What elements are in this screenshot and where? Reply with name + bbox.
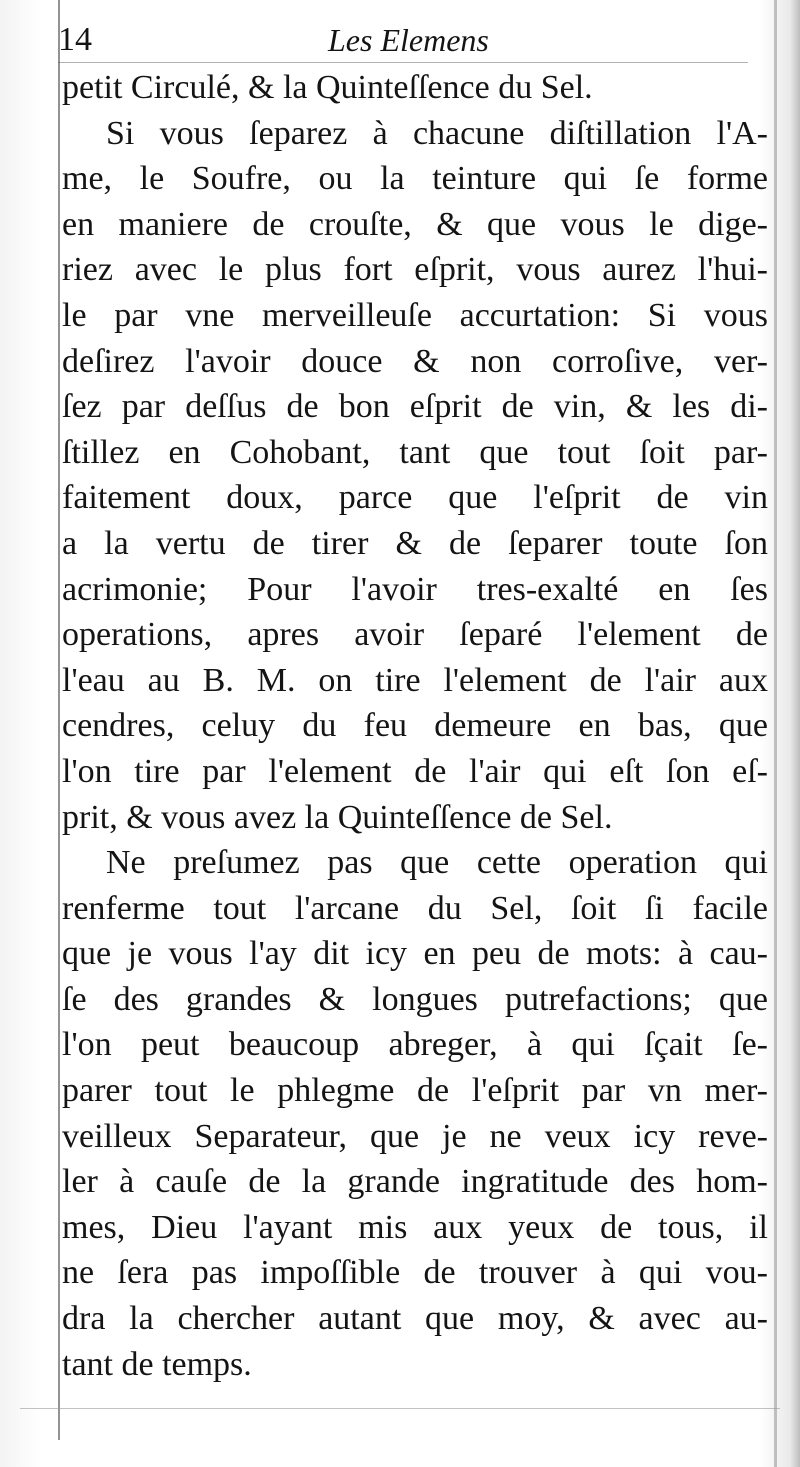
- text-line: a la vertu de tirer & de ſeparer toute ſon: [62, 524, 768, 562]
- text-line: prit, & vous avez la Quinteſſence de Sel.: [62, 798, 613, 836]
- text-line: l'on tire par l'element de l'air qui eſt ſon eſ-: [62, 752, 768, 790]
- page-edge: [774, 0, 777, 1467]
- text-line: me, le Soufre, ou la teinture qui ſe forme: [62, 160, 768, 198]
- text-line: ſez par deſſus de bon eſprit de vin, & les di-: [62, 388, 768, 426]
- text-line: mes, Dieu l'ayant mis aux yeux de tous, il: [62, 1208, 768, 1246]
- text-line: ſtillez en Cohobant, tant que tout ſoit par-: [62, 433, 768, 471]
- text-line: en maniere de crouſte, & que vous le dige-: [62, 205, 768, 243]
- text-line: que je vous l'ay dit icy en peu de mots: à cau-: [62, 935, 768, 973]
- gutter-shadow: [58, 0, 60, 1440]
- text-line: acrimonie; Pour l'avoir tres-exalté en ſes: [62, 570, 768, 608]
- text-line: faitement doux, parce que l'eſprit de vin: [62, 479, 768, 517]
- text-line: cendres, celuy du feu demeure en bas, que: [62, 707, 768, 745]
- text-line: operations, apres avoir ſeparé l'element de: [62, 616, 768, 654]
- running-head: Les Elemens: [328, 22, 489, 58]
- header-rule: [58, 62, 748, 63]
- page-number: 14: [58, 21, 92, 58]
- text-line: petit Circulé, & la Quinteſſence du Sel.: [62, 69, 593, 106]
- text-line: dra la chercher autant que moy, & avec au-: [62, 1300, 768, 1338]
- text-line: ſe des grandes & longues putrefactions; que: [62, 980, 768, 1018]
- text-line: ne ſera pas impoſſible de trouver à qui vou-: [62, 1254, 768, 1292]
- text-line: riez avec le plus fort eſprit, vous aurez l'hui-: [62, 251, 768, 289]
- text-line: l'on peut beaucoup abreger, à qui ſçait ſe-: [62, 1026, 768, 1064]
- page-header: [58, 18, 758, 62]
- text-line: Si vous ſeparez à chacune diſtillation l'A-: [106, 114, 768, 152]
- bottom-rule: [20, 1408, 780, 1409]
- text-line: ler à cauſe de la grande ingratitude des hom-: [62, 1163, 768, 1201]
- text-line: l'eau au B. M. on tire l'element de l'air aux: [62, 661, 768, 699]
- text-line: veilleux Separateur, que je ne veux icy reve-: [62, 1117, 768, 1155]
- text-line: le par vne merveilleuſe accurtation: Si vous: [62, 296, 768, 334]
- text-line: tant de temps.: [62, 1345, 252, 1383]
- text-line: parer tout le phlegme de l'eſprit par vn mer-: [62, 1072, 768, 1110]
- body-text: [62, 65, 768, 1387]
- text-line: deſirez l'avoir douce & non corroſive, ver-: [62, 342, 768, 380]
- text-line: renferme tout l'arcane du Sel, ſoit ſi facile: [62, 889, 768, 927]
- text-line: Ne preſumez pas que cette operation qui: [106, 844, 768, 882]
